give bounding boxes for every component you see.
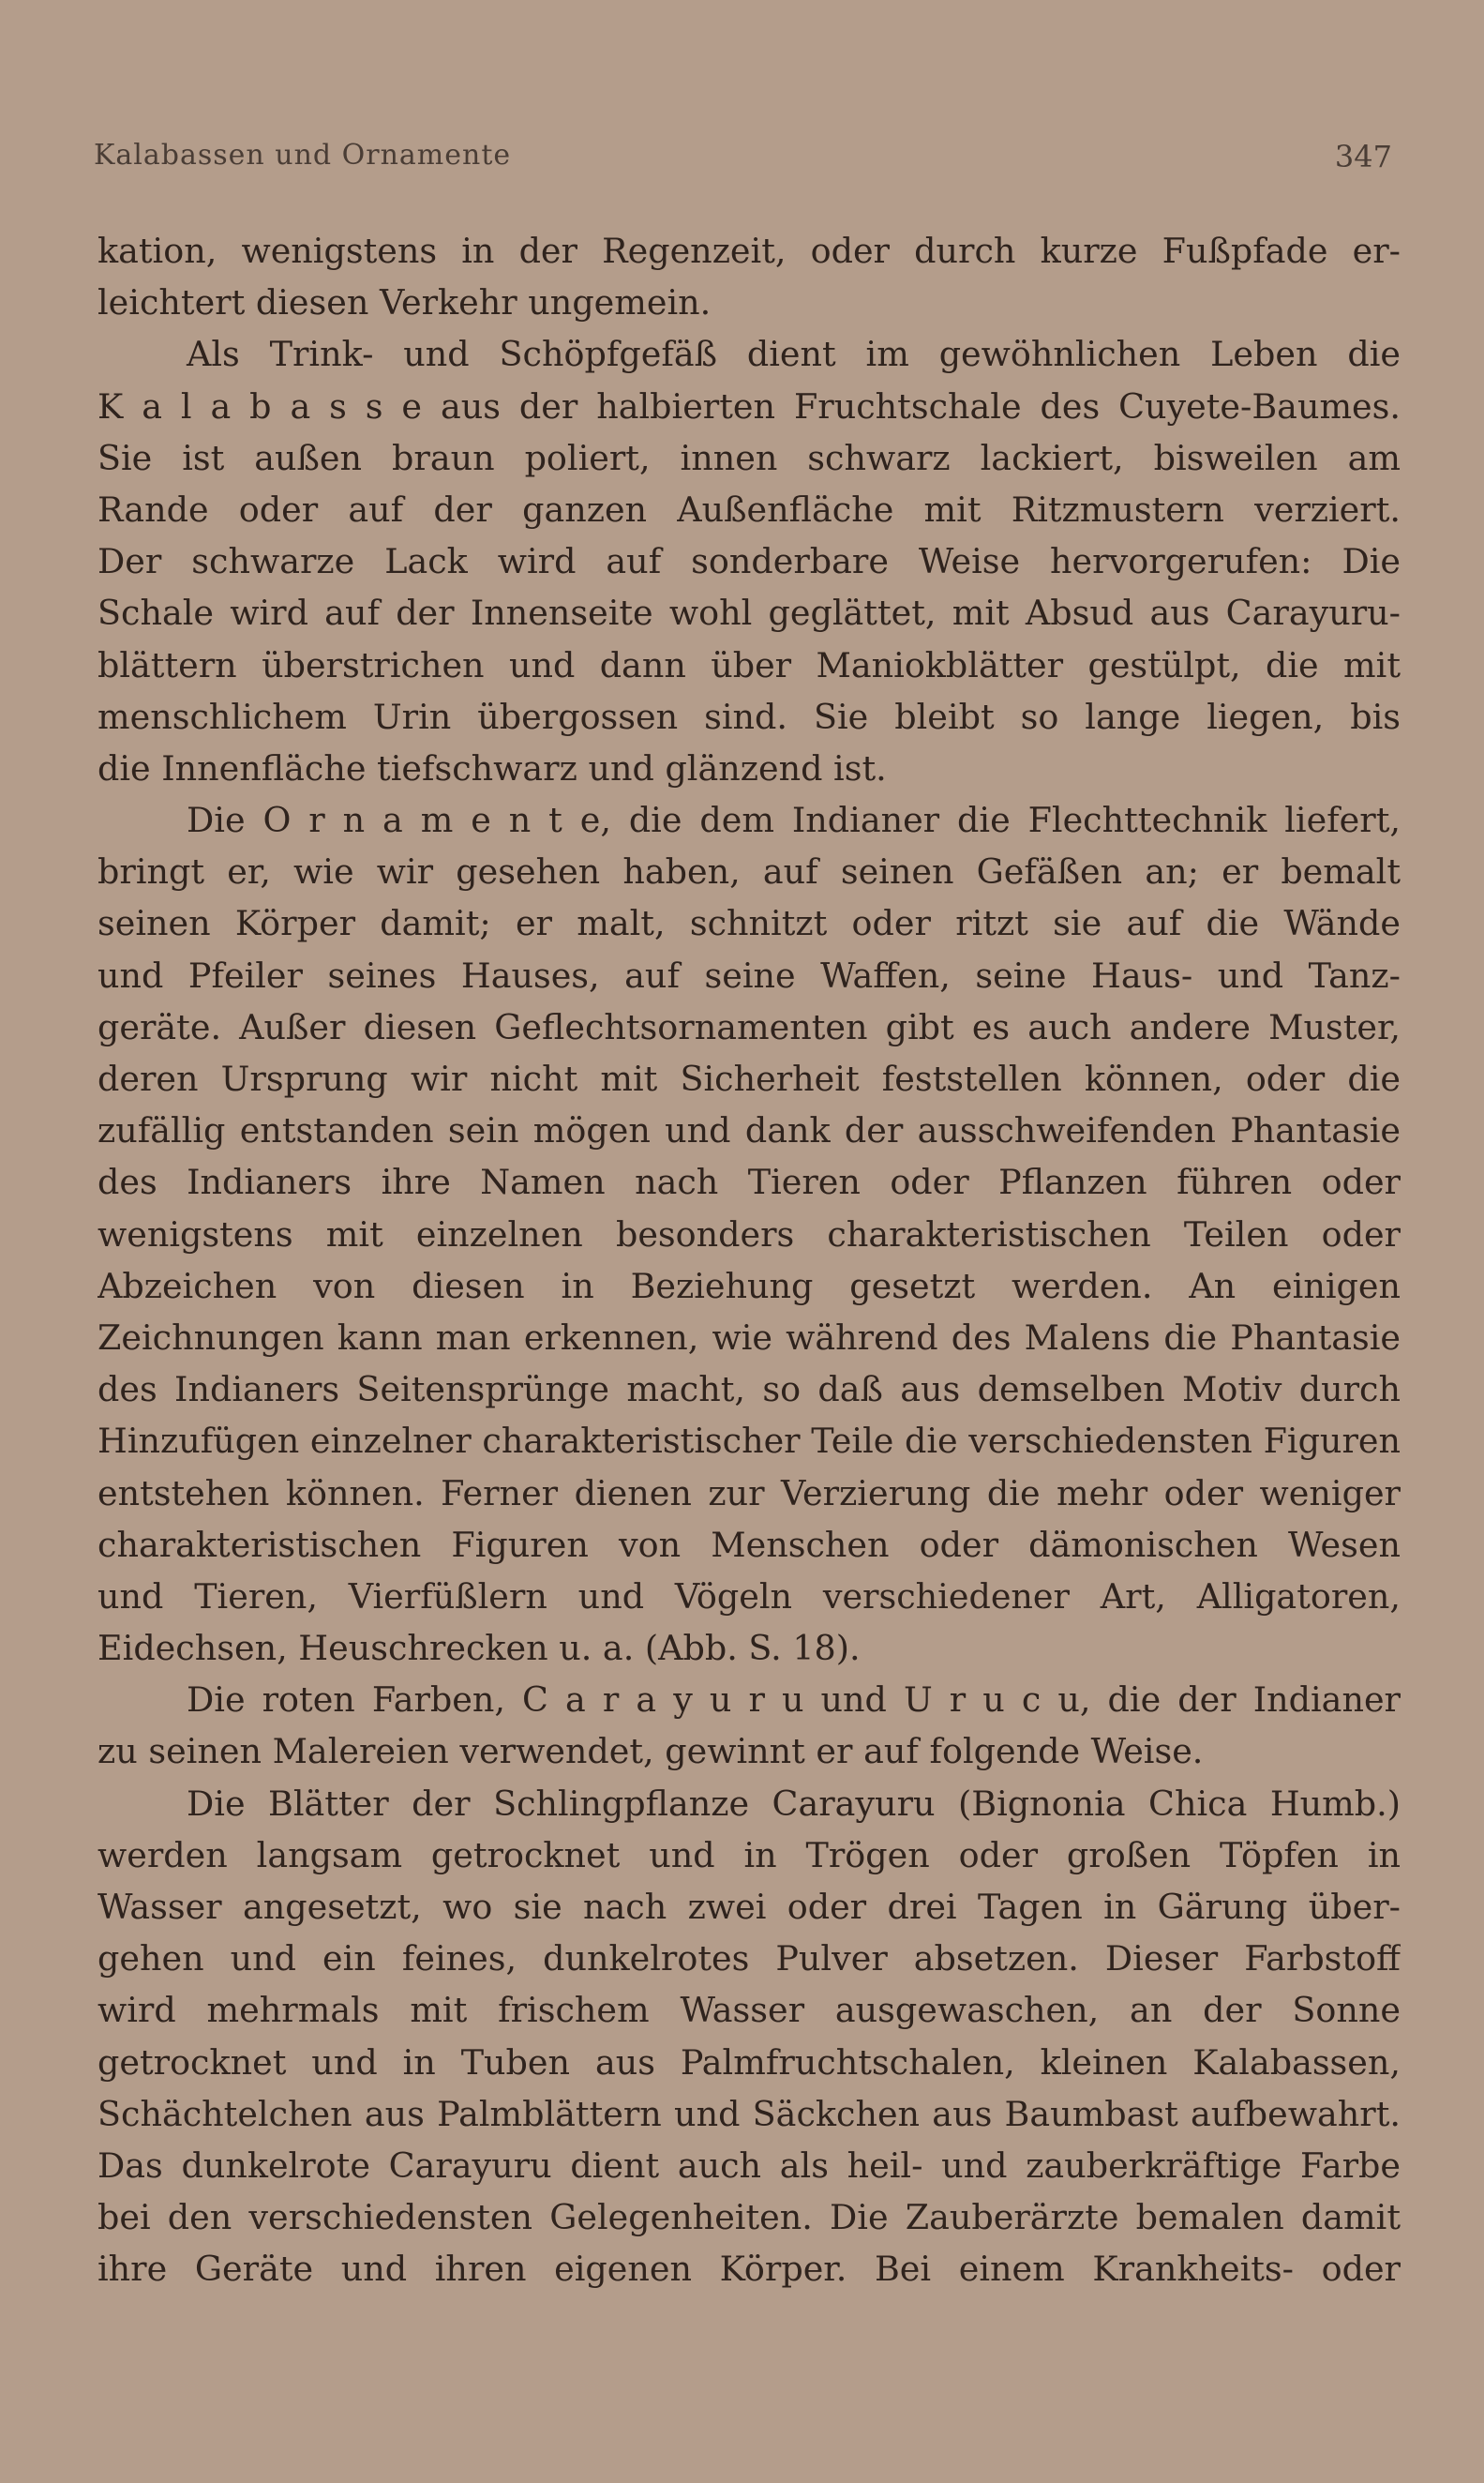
text-line: Rande oder auf der ganzen Außenfläche mit Ritzmustern verziert. (97, 489, 1401, 530)
text-line: und Pfeiler seines Hauses, auf seine Waffen, seine Haus- und Tanz- (97, 955, 1401, 996)
page-number: 347 (1334, 139, 1392, 174)
text-line: Das dunkelrote Carayuru dient auch als heil- und zauberkräftige Farbe (97, 2144, 1401, 2186)
text-line: gehen und ein feines, dunkelrotes Pulver absetzen. Dieser Farbstoff (97, 1938, 1401, 1979)
text-line: die Innenfläche tiefschwarz und glänzend ist. (97, 747, 887, 789)
text-line: zu seinen Malereien verwendet, gewinnt er auf folgende Weise. (97, 1731, 1204, 1772)
text-line: Die roten Farben, C a r a y u r u und U r u c u, die der Indianer (187, 1679, 1401, 1721)
text-line: Sie ist außen braun poliert, innen schwarz lackiert, bisweilen am (97, 437, 1401, 478)
body-text (97, 225, 1401, 2295)
running-title: Kalabassen und Ornamente (94, 139, 512, 172)
text-line: und Tieren, Vierfüßlern und Vögeln verschiedener Art, Alligatoren, (97, 1575, 1401, 1617)
text-line: bei den verschiedensten Gelegenheiten. Die Zauberärzte bemalen damit (97, 2197, 1401, 2238)
text-line: leichtert diesen Verkehr ungemein. (97, 282, 712, 324)
text-line: menschlichem Urin übergossen sind. Sie bleibt so lange liegen, bis (97, 696, 1401, 737)
text-line: wenigstens mit einzelnen besonders charakteristischen Teilen oder (97, 1213, 1401, 1255)
text-line: ihre Geräte und ihren eigenen Körper. Bei einem Krankheits- oder (97, 2249, 1401, 2290)
text-line: Abzeichen von diesen in Beziehung gesetzt werden. An einigen (97, 1265, 1401, 1306)
text-line: Wasser angesetzt, wo sie nach zwei oder drei Tagen in Gärung über- (97, 1887, 1401, 1927)
text-line: Schale wird auf der Innenseite wohl geglättet, mit Absud aus Carayuru- (97, 593, 1401, 634)
text-line: geräte. Außer diesen Geflechtsornamenten gibt es auch andere Muster, (97, 1006, 1401, 1047)
text-line: wird mehrmals mit frischem Wasser ausgewaschen, an der Sonne (97, 1990, 1401, 2031)
text-line: Als Trink- und Schöpfgefäß dient im gewöhnlichen Leben die (187, 334, 1401, 375)
text-line: kation, wenigstens in der Regenzeit, oder durch kurze Fußpfade er- (97, 231, 1401, 271)
text-line: entstehen können. Ferner dienen zur Verzierung die mehr oder weniger (97, 1472, 1401, 1513)
text-line: werden langsam getrocknet und in Trögen oder großen Töpfen in (97, 1834, 1401, 1875)
text-line: seinen Körper damit; er malt, schnitzt oder ritzt sie auf die Wände (97, 903, 1401, 944)
text-line: Schächtelchen aus Palmblättern und Säckchen aus Baumbast aufbewahrt. (97, 2093, 1401, 2134)
text-line: Zeichnungen kann man erkennen, wie während des Malens die Phantasie (97, 1317, 1401, 1358)
text-line: des Indianers ihre Namen nach Tieren oder Pflanzen führen oder (97, 1162, 1401, 1203)
text-line: Die O r n a m e n t e, die dem Indianer die Flechttechnik liefert, (187, 800, 1401, 841)
text-line: K a l a b a s s e aus der halbierten Fruchtschale des Cuyete-Baumes. (97, 385, 1401, 427)
text-line: Die Blätter der Schlingpflanze Carayuru (Bignonia Chica Humb.) (187, 1783, 1401, 1824)
text-line: charakteristischen Figuren von Menschen oder dämonischen Wesen (97, 1524, 1401, 1565)
text-line: des Indianers Seitensprünge macht, so daß aus demselben Motiv durch (97, 1369, 1401, 1410)
text-line: Der schwarze Lack wird auf sonderbare Weise hervorgerufen: Die (97, 541, 1401, 582)
text-line: zufällig entstanden sein mögen und dank der ausschweifenden Phantasie (97, 1110, 1401, 1151)
text-line: deren Ursprung wir nicht mit Sicherheit feststellen können, oder die (97, 1059, 1401, 1099)
text-line: getrocknet und in Tuben aus Palmfruchtschalen, kleinen Kalabassen, (97, 2041, 1401, 2083)
text-line: Hinzufügen einzelner charakteristischer Teile die verschiedensten Figuren (97, 1421, 1401, 1462)
text-line: bringt er, wie wir gesehen haben, auf seinen Gefäßen an; er bemalt (97, 851, 1401, 893)
page-header (94, 139, 1392, 180)
text-line: blättern überstrichen und dann über Maniokblätter gestülpt, die mit (97, 644, 1401, 685)
text-line: Eidechsen, Heuschrecken u. a. (Abb. S. 18). (97, 1628, 861, 1669)
